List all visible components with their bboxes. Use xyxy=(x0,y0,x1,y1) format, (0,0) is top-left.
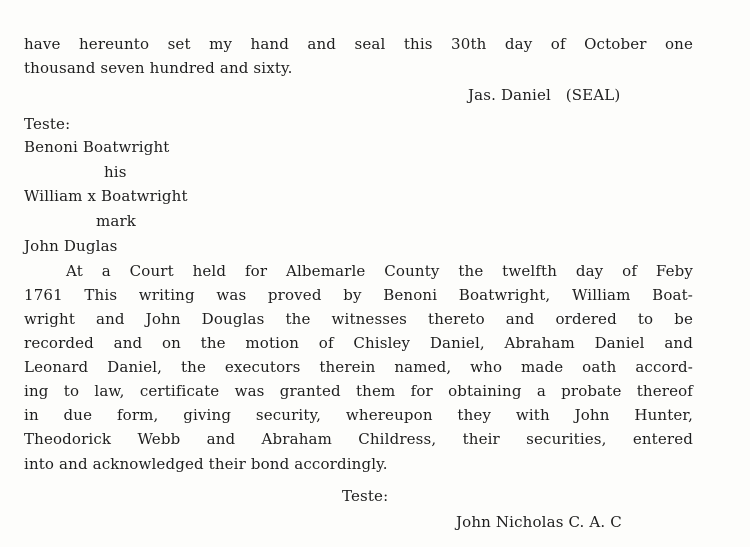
court-record-line-4: recorded and on the motion of Chisley Daniel, Abraham Daniel and xyxy=(24,334,693,352)
witness-john-duglas: John Duglas xyxy=(24,237,118,255)
court-record-line-1: At a Court held for Albemarle County the twelfth day of Feby xyxy=(66,262,693,280)
court-record-line-2: 1761 This writing was proved by Benoni Boatwright, William Boat- xyxy=(24,286,693,304)
closing-line-2: thousand seven hundred and sixty. xyxy=(24,59,293,77)
closing-line-1: have hereunto set my hand and seal this 30th day of October one xyxy=(24,35,693,53)
witness-benoni-boatwright: Benoni Boatwright xyxy=(24,138,170,156)
witness-william-boatwright: William x Boatwright xyxy=(24,187,188,205)
clerk-signature: John Nicholas C. A. C xyxy=(456,513,622,531)
signature-jas-daniel: Jas. Daniel (SEAL) xyxy=(468,86,621,104)
court-record-line-8: Theodorick Webb and Abraham Childress, their securities, entered xyxy=(24,430,693,448)
witness-his-label: his xyxy=(104,163,127,181)
court-record-line-7: in due form, giving security, whereupon they with John Hunter, xyxy=(24,406,693,424)
final-teste-label: Teste: xyxy=(342,487,389,505)
court-record-line-3: wright and John Douglas the witnesses thereto and ordered to be xyxy=(24,310,693,328)
teste-heading: Teste: xyxy=(24,115,71,133)
court-record-line-5: Leonard Daniel, the executors therein named, who made oath accord- xyxy=(24,358,693,376)
court-record-line-9: into and acknowledged their bond accordingly. xyxy=(24,455,388,473)
court-record-line-6: ing to law, certificate was granted them for obtaining a probate thereof xyxy=(24,382,693,400)
witness-mark-label: mark xyxy=(96,212,137,230)
